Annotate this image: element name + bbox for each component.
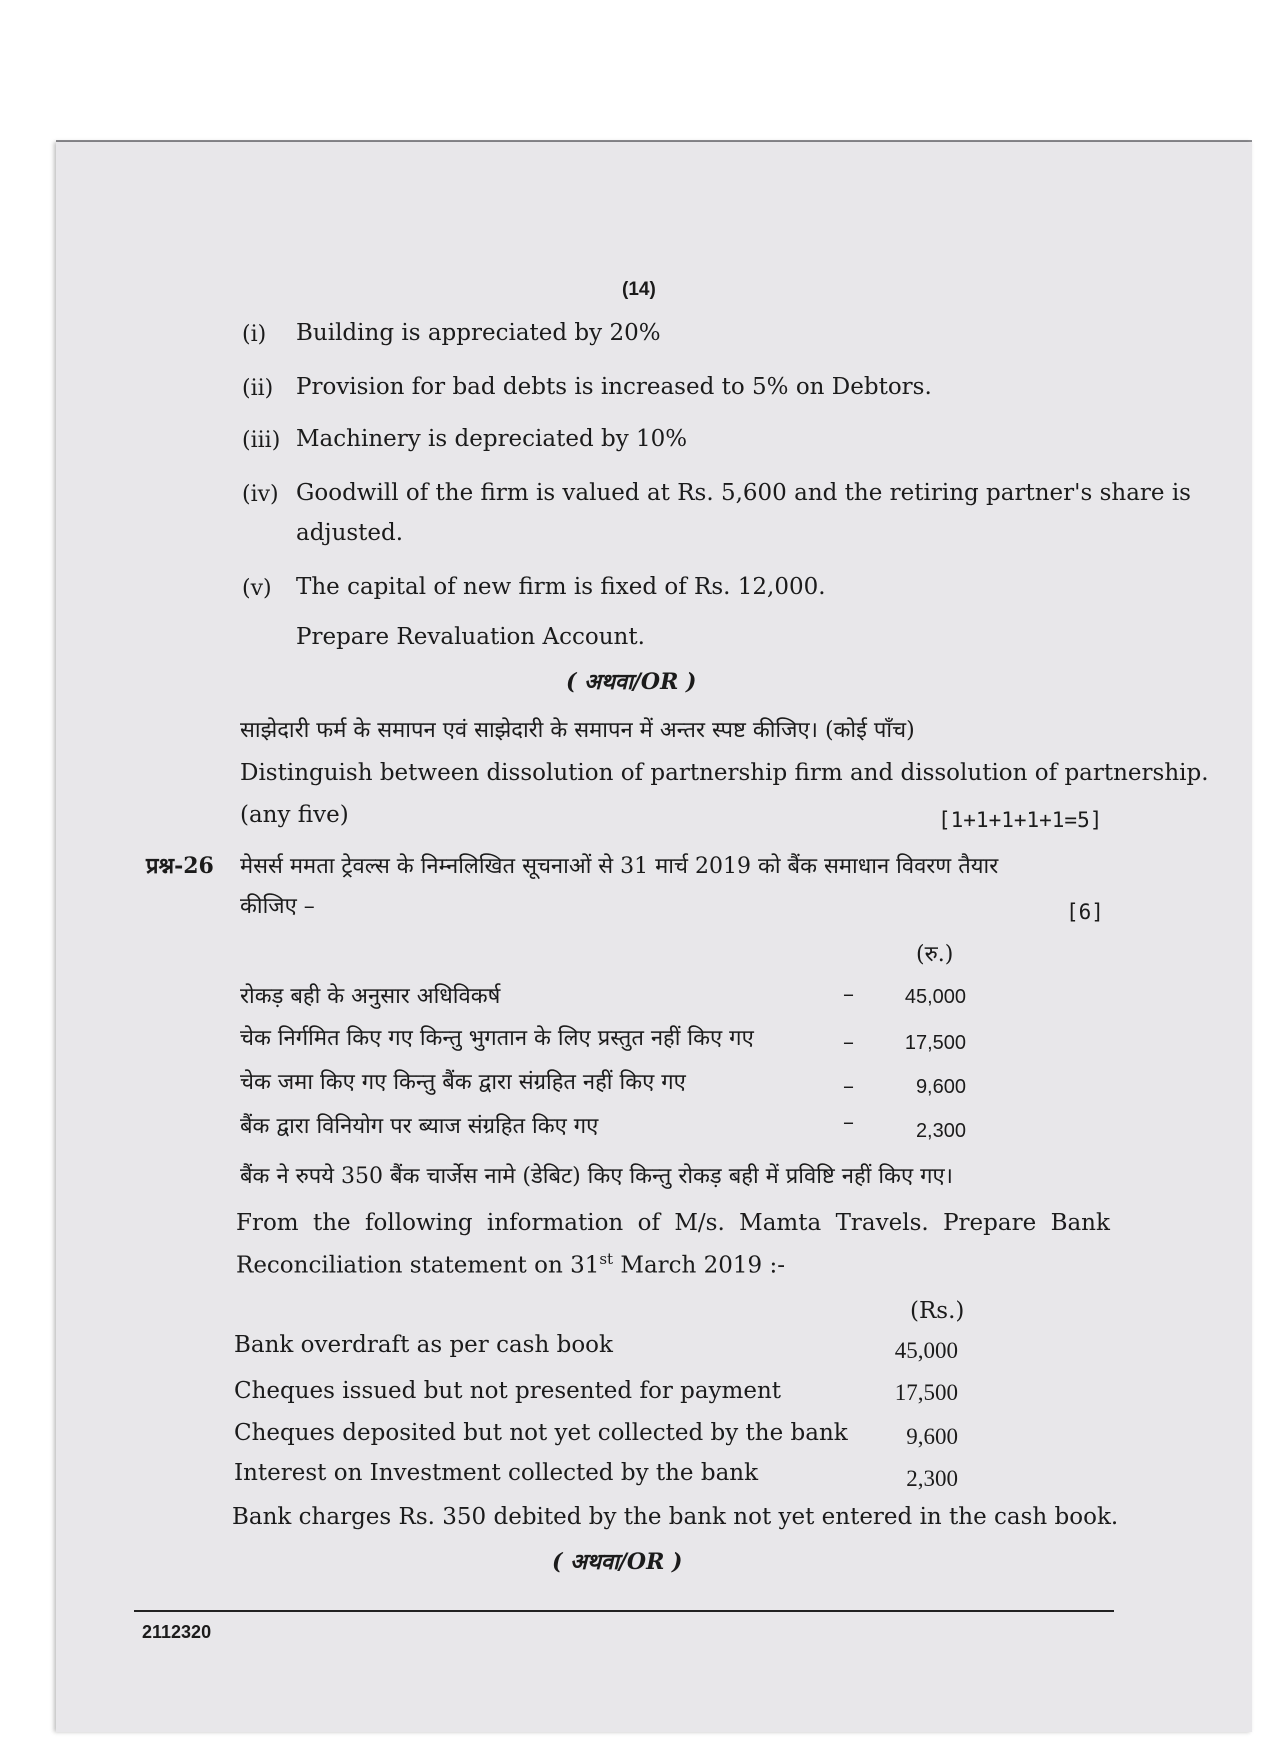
or-marks: [1+1+1+1+1=5] <box>938 808 1103 832</box>
footer-or-heading: ( अथवा/OR ) <box>552 1549 683 1575</box>
condition-number: (v) <box>242 576 272 601</box>
prepare-instruction: Prepare Revaluation Account. <box>296 624 645 650</box>
english-item-amount: 45,000 <box>894 1338 958 1363</box>
question-word: of <box>637 1210 660 1236</box>
english-question-line <box>236 1210 1110 1236</box>
english-item-amount: 17,500 <box>894 1380 958 1405</box>
or-heading: ( अथवा/OR ) <box>566 669 697 695</box>
question-word: information <box>486 1210 624 1236</box>
hindi-item-dash: – <box>843 1110 854 1135</box>
hindi-item-amount: 45,000 <box>904 986 966 1008</box>
condition-number: (iii) <box>242 428 281 453</box>
question-hindi-line: कीजिए – <box>240 894 315 919</box>
page-number: (14) <box>622 279 656 300</box>
condition-text: Goodwill of the firm is valued at Rs. 5,600 and the retiring partner's share is <box>296 480 1191 506</box>
hindi-item-label: बैंक द्वारा विनियोग पर ब्याज संग्रहित किए गए <box>240 1114 599 1139</box>
english-bank-charges: Bank charges Rs. 350 debited by the bank not yet entered in the cash book. <box>232 1504 1119 1530</box>
english-item-amount: 2,300 <box>906 1466 958 1491</box>
superscript: st <box>599 1250 614 1268</box>
question-word: Bank <box>1050 1210 1110 1236</box>
hindi-unit-label: (रु.) <box>916 942 954 967</box>
condition-text: Building is appreciated by 20% <box>296 320 661 346</box>
hindi-item-label: रोकड़ बही के अनुसार अधिविकर्ष <box>240 984 501 1009</box>
question-hindi-line: मेसर्स ममता ट्रेवल्स के निम्नलिखित सूचनाओं से 31 मार्च 2019 को बैंक समाधान विवरण तैयार <box>240 854 999 879</box>
english-question-line <box>236 1250 785 1279</box>
english-unit-label: (Rs.) <box>910 1298 965 1324</box>
question-number: प्रश्न-26 <box>146 853 214 879</box>
or-question-hindi: साझेदारी फर्म के समापन एवं साझेदारी के समापन में अन्तर स्पष्ट कीजिए। (कोई पाँच) <box>240 718 915 743</box>
condition-number: (ii) <box>242 376 274 401</box>
question-word: Prepare <box>943 1210 1037 1236</box>
english-item-label: Bank overdraft as per cash book <box>234 1332 613 1358</box>
hindi-item-dash: – <box>843 982 854 1007</box>
hindi-item-label: चेक जमा किए गए किन्तु बैंक द्वारा संग्रहित नहीं किए गए <box>240 1070 686 1095</box>
hindi-item-dash: – <box>843 1074 854 1099</box>
english-item-label: Interest on Investment collected by the bank <box>234 1460 759 1486</box>
question-text: March 2019 :- <box>613 1252 786 1279</box>
hindi-bank-charges: बैंक ने रुपये 350 बैंक चार्जेस नामे (डेबिट) किए किन्तु रोकड़ बही में प्रविष्टि नहीं किए गए। <box>240 1164 953 1189</box>
condition-text: Machinery is depreciated by 10% <box>296 426 688 452</box>
or-any-five: (any five) <box>240 802 349 828</box>
hindi-item-amount: 2,300 <box>915 1120 966 1142</box>
english-item-label: Cheques issued but not presented for payment <box>234 1378 782 1404</box>
hindi-item-label: चेक निर्गमित किए गए किन्तु भुगतान के लिए प्रस्तुत नहीं किए गए <box>240 1026 754 1051</box>
condition-text-continued: adjusted. <box>296 520 404 546</box>
paper-code: 2112320 <box>142 1622 212 1642</box>
hindi-item-amount: 9,600 <box>915 1076 966 1098</box>
question-word: the <box>313 1210 351 1236</box>
english-item-label: Cheques deposited but not yet collected by the bank <box>234 1420 848 1446</box>
question-word: Mamta <box>739 1210 822 1236</box>
question-word: following <box>365 1210 473 1236</box>
condition-text: Provision for bad debts is increased to 5% on Debtors. <box>296 374 932 400</box>
footer-divider <box>134 1610 1114 1612</box>
condition-number: (i) <box>242 322 267 347</box>
or-question-english: Distinguish between dissolution of partnership firm and dissolution of partnership. <box>240 760 1209 786</box>
hindi-item-amount: 17,500 <box>904 1032 966 1054</box>
hindi-item-dash: – <box>843 1030 854 1055</box>
question-word: Travels. <box>835 1210 929 1236</box>
condition-text: The capital of new firm is fixed of Rs. 12,000. <box>296 574 826 600</box>
question-word: From <box>236 1210 299 1236</box>
question-marks: [6] <box>1066 900 1104 924</box>
english-item-amount: 9,600 <box>906 1424 958 1449</box>
condition-number: (iv) <box>242 482 279 507</box>
question-word: M/s. <box>674 1210 725 1236</box>
question-text: Reconciliation statement on 31 <box>236 1252 600 1279</box>
